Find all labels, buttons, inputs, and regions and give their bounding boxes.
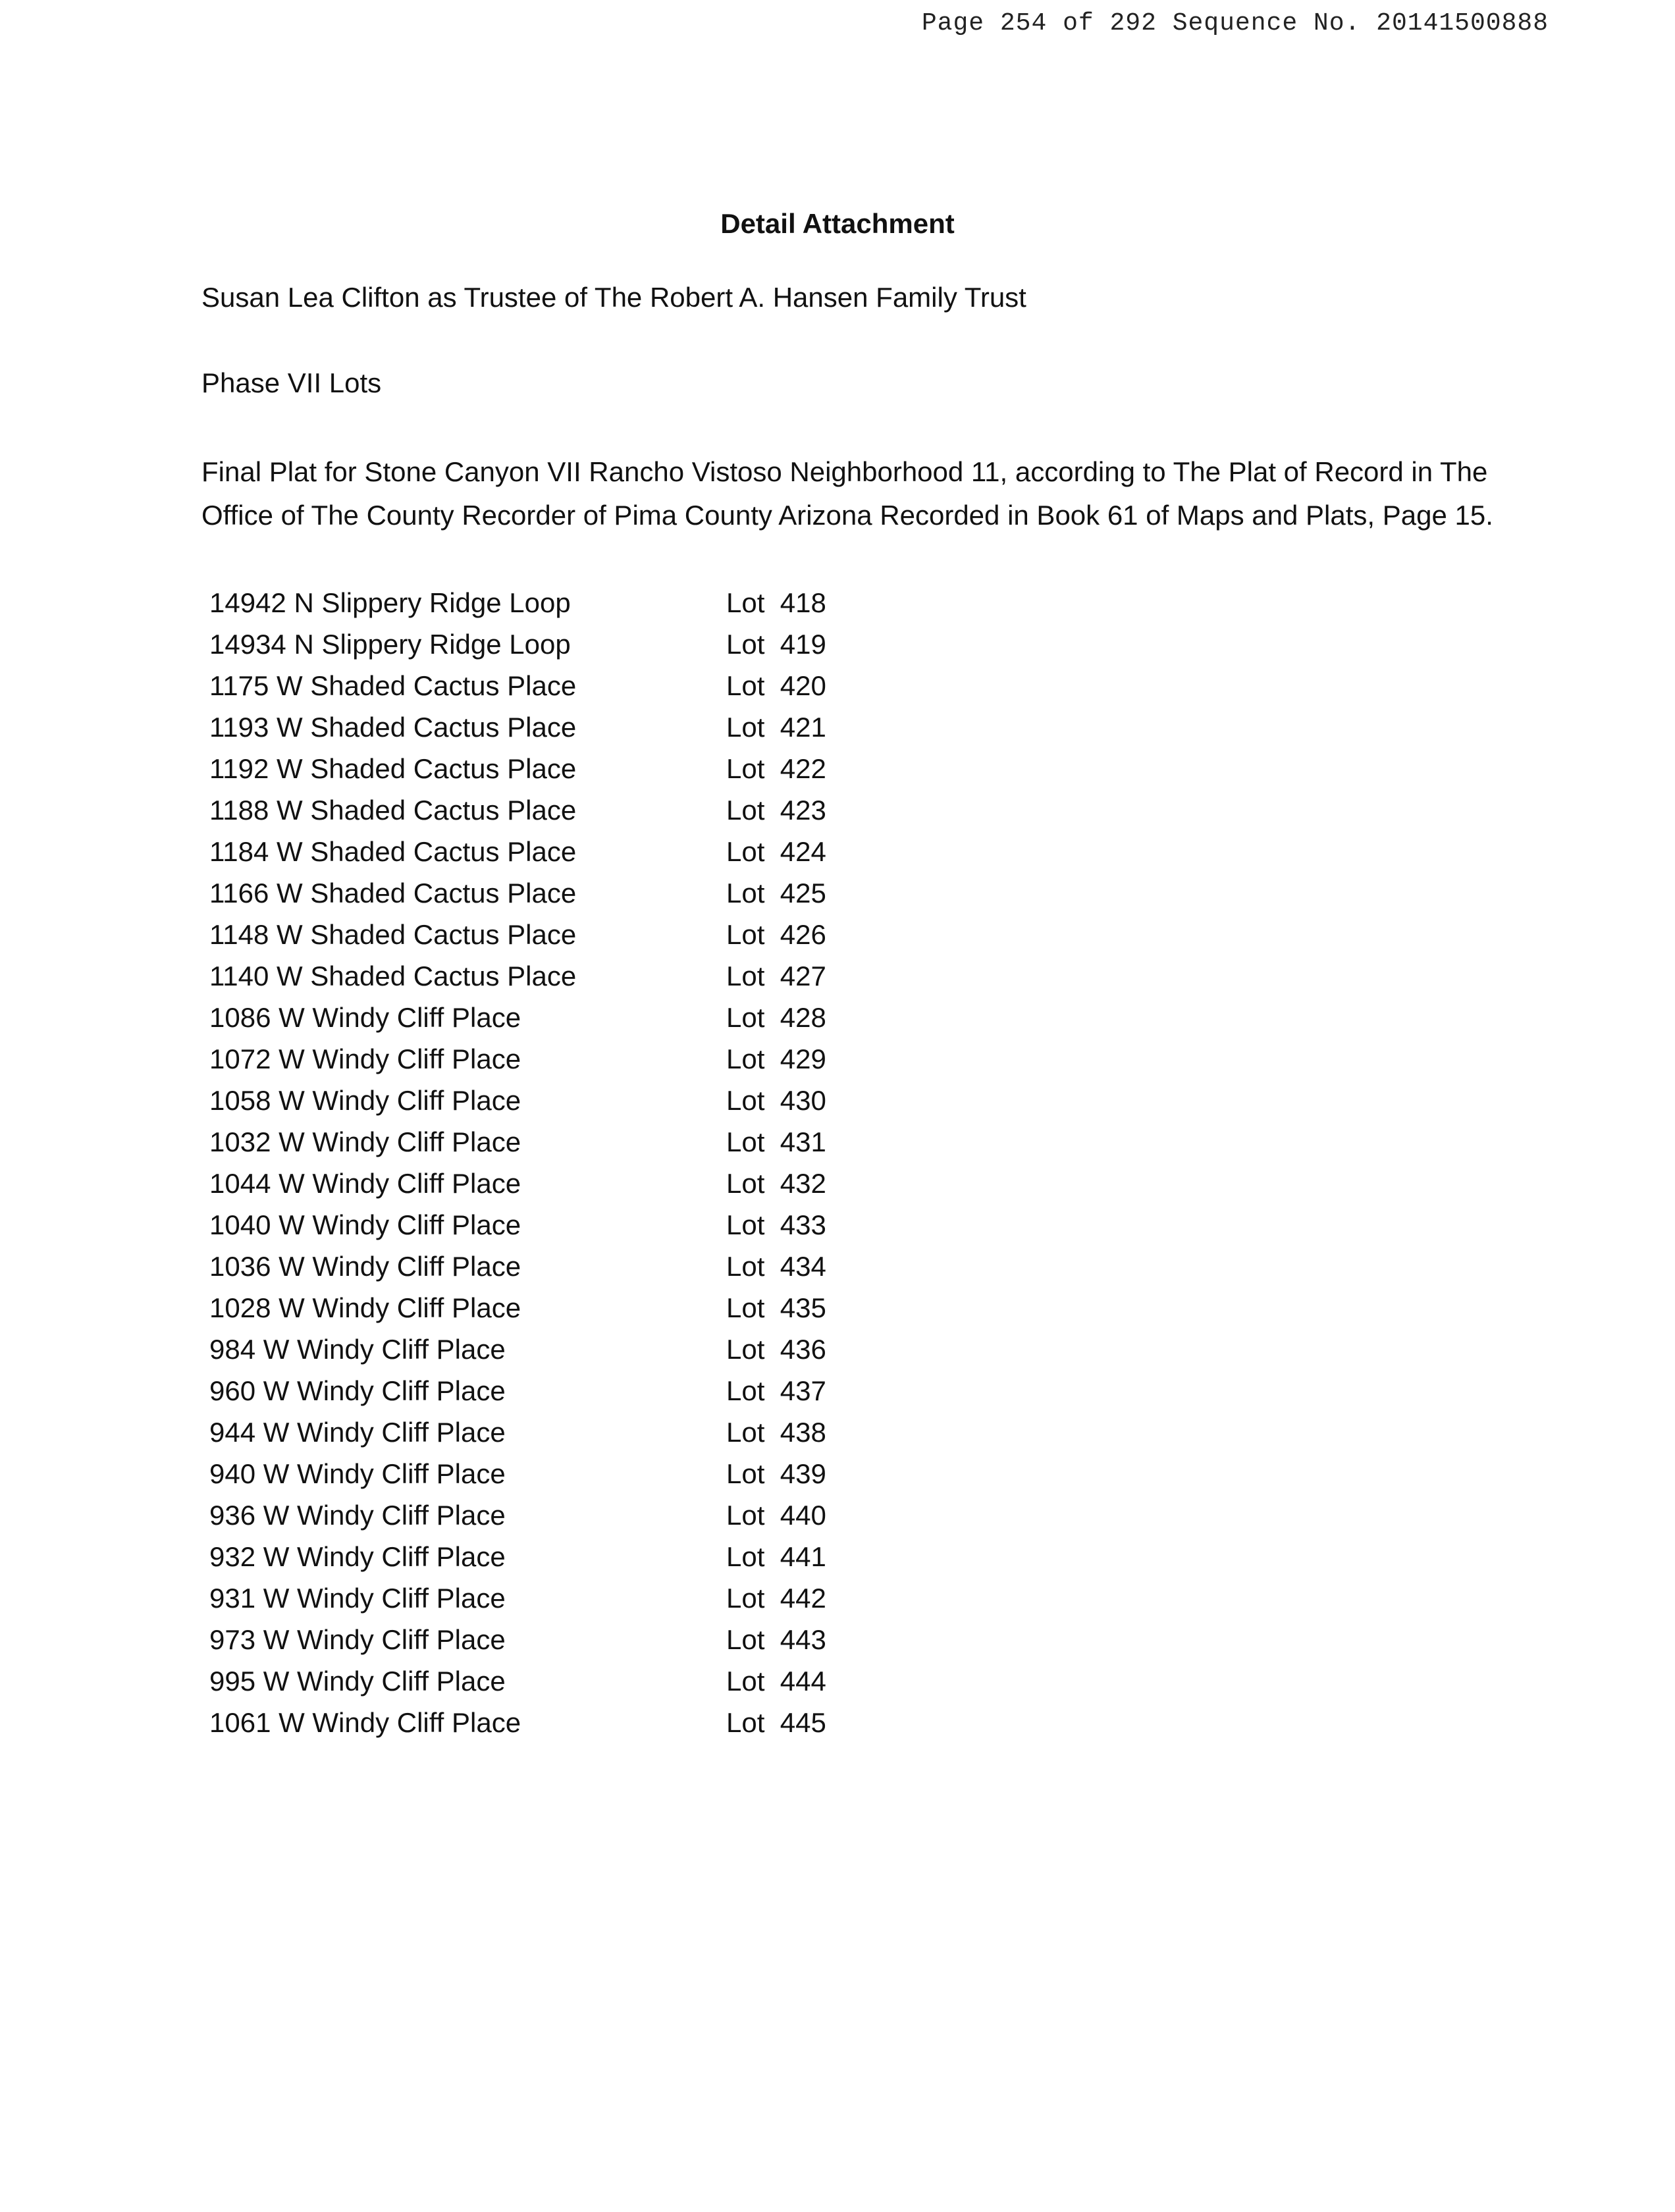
- lot-number: Lot 444: [726, 1665, 826, 1697]
- lot-address: 931 W Windy Cliff Place: [209, 1582, 506, 1614]
- lot-address: 932 W Windy Cliff Place: [209, 1540, 506, 1572]
- lot-row: [209, 706, 868, 748]
- lot-number: Lot 437: [726, 1375, 826, 1406]
- lot-row: [209, 623, 868, 665]
- lot-row: [209, 872, 868, 914]
- lot-address: 1175 W Shaded Cactus Place: [209, 670, 577, 701]
- lot-number: Lot 433: [726, 1209, 826, 1240]
- lot-number: Lot 436: [726, 1333, 826, 1365]
- lot-address: 1166 W Shaded Cactus Place: [209, 877, 577, 908]
- lot-address: 1032 W Windy Cliff Place: [209, 1126, 521, 1157]
- lot-address: 984 W Windy Cliff Place: [209, 1333, 506, 1365]
- lot-number: Lot 431: [726, 1126, 826, 1157]
- lot-number: Lot 418: [726, 587, 826, 618]
- lot-address: 1044 W Windy Cliff Place: [209, 1167, 521, 1199]
- lot-number: Lot 442: [726, 1582, 826, 1614]
- lot-address: 973 W Windy Cliff Place: [209, 1623, 506, 1655]
- lot-number: Lot 425: [726, 877, 826, 908]
- lot-number: Lot 424: [726, 835, 826, 867]
- lot-address: 14934 N Slippery Ridge Loop: [209, 628, 571, 660]
- lot-address: 1072 W Windy Cliff Place: [209, 1043, 521, 1074]
- lot-row: [209, 1121, 868, 1163]
- lot-row: [209, 1287, 868, 1329]
- lot-address: 1086 W Windy Cliff Place: [209, 1001, 521, 1033]
- lot-row: [209, 1577, 868, 1619]
- page-sequence-header: Page 254 of 292 Sequence No. 20141500888: [921, 9, 1549, 38]
- lot-address: 936 W Windy Cliff Place: [209, 1499, 506, 1531]
- lot-number: Lot 427: [726, 960, 826, 991]
- lot-row: [209, 1329, 868, 1370]
- lot-address: 944 W Windy Cliff Place: [209, 1416, 506, 1448]
- lot-row: [209, 1204, 868, 1246]
- lot-row: [209, 1038, 868, 1080]
- lot-row: [209, 748, 868, 789]
- lot-number: Lot 445: [726, 1706, 826, 1738]
- lot-number: Lot 443: [726, 1623, 826, 1655]
- lot-row: [209, 1246, 868, 1287]
- lot-number: Lot 426: [726, 918, 826, 950]
- lot-number: Lot 429: [726, 1043, 826, 1074]
- lot-row: [209, 1536, 868, 1577]
- lot-address: 1040 W Windy Cliff Place: [209, 1209, 521, 1240]
- lot-number: Lot 421: [726, 711, 826, 743]
- lot-row: [209, 914, 868, 955]
- lot-number: Lot 441: [726, 1540, 826, 1572]
- lot-number: Lot 438: [726, 1416, 826, 1448]
- lot-number: Lot 428: [726, 1001, 826, 1033]
- lot-number: Lot 440: [726, 1499, 826, 1531]
- lot-number: Lot 435: [726, 1292, 826, 1323]
- lot-address: 1140 W Shaded Cactus Place: [209, 960, 577, 991]
- lot-row: [209, 1370, 868, 1411]
- lot-number: Lot 420: [726, 670, 826, 701]
- lot-number: Lot 422: [726, 752, 826, 784]
- lot-address: 995 W Windy Cliff Place: [209, 1665, 506, 1697]
- lot-address: 1036 W Windy Cliff Place: [209, 1250, 521, 1282]
- lot-row: [209, 831, 868, 872]
- plat-description: Final Plat for Stone Canyon VII Rancho Vistoso Neighborhood 11, according to The Plat of Record in The Office of The County Recorder of Pima County Arizona Recorded in Book 61 of Maps and Plats, Page 15.: [201, 456, 1493, 531]
- trustee-line: Susan Lea Clifton as Trustee of The Robert A. Hansen Family Trust: [201, 282, 1026, 313]
- lot-address: 1058 W Windy Cliff Place: [209, 1084, 521, 1116]
- lot-list: [209, 582, 868, 1743]
- lot-row: [209, 1411, 868, 1453]
- lot-address: 1184 W Shaded Cactus Place: [209, 835, 577, 867]
- lot-address: 940 W Windy Cliff Place: [209, 1458, 506, 1489]
- lot-address: 960 W Windy Cliff Place: [209, 1375, 506, 1406]
- lot-number: Lot 430: [726, 1084, 826, 1116]
- lot-address: 1193 W Shaded Cactus Place: [209, 711, 577, 743]
- lot-row: [209, 665, 868, 706]
- phase-heading: Phase VII Lots: [201, 367, 382, 398]
- lot-row: [209, 1163, 868, 1204]
- lot-address: 1192 W Shaded Cactus Place: [209, 752, 577, 784]
- lot-address: 1061 W Windy Cliff Place: [209, 1706, 521, 1738]
- lot-address: 1188 W Shaded Cactus Place: [209, 794, 577, 826]
- lot-number: Lot 423: [726, 794, 826, 826]
- lot-row: [209, 1080, 868, 1121]
- lot-row: [209, 1494, 868, 1536]
- lot-number: Lot 432: [726, 1167, 826, 1199]
- lot-number: Lot 419: [726, 628, 826, 660]
- lot-address: 14942 N Slippery Ridge Loop: [209, 587, 571, 618]
- lot-number: Lot 434: [726, 1250, 826, 1282]
- lot-row: [209, 1619, 868, 1660]
- lot-row: [209, 789, 868, 831]
- lot-row: [209, 1453, 868, 1494]
- lot-row: [209, 1660, 868, 1702]
- lot-number: Lot 439: [726, 1458, 826, 1489]
- document-title: Detail Attachment: [720, 208, 955, 239]
- lot-row: [209, 997, 868, 1038]
- lot-row: [209, 1702, 868, 1743]
- lot-address: 1028 W Windy Cliff Place: [209, 1292, 521, 1323]
- lot-row: [209, 582, 868, 623]
- lot-row: [209, 955, 868, 997]
- lot-address: 1148 W Shaded Cactus Place: [209, 918, 577, 950]
